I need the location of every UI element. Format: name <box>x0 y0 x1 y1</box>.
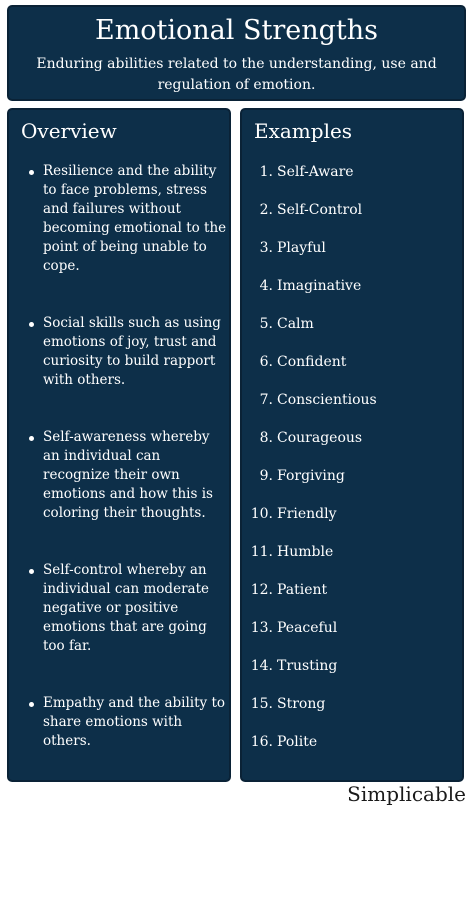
overview-heading: Overview <box>21 119 117 143</box>
page-title: Emotional Strengths <box>94 15 378 46</box>
example-number: 3. <box>259 240 273 256</box>
example-item <box>242 238 466 276</box>
example-number: 5. <box>259 316 273 332</box>
bullet-icon <box>29 569 34 574</box>
example-number: 7. <box>259 392 273 408</box>
example-number: 11. <box>250 544 273 560</box>
example-item <box>242 314 466 352</box>
example-item <box>242 276 466 314</box>
overview-item-text: Resilience and the ability to face problems, stress and failures without becoming emotional to the point of being unable to cope. <box>43 163 227 274</box>
example-label: Conscientious <box>277 392 377 408</box>
example-label: Friendly <box>277 506 337 522</box>
example-label: Self-Aware <box>277 164 354 180</box>
overview-item <box>9 314 233 390</box>
example-item <box>242 542 466 580</box>
example-item <box>242 580 466 618</box>
example-label: Courageous <box>277 430 363 446</box>
example-number: 1. <box>259 164 273 180</box>
example-label: Polite <box>277 734 318 750</box>
example-number: 9. <box>259 468 273 484</box>
bullet-icon <box>29 436 34 441</box>
example-number: 14. <box>250 658 273 674</box>
example-item <box>242 694 466 732</box>
overview-item-text: Self-control whereby an individual can moderate negative or positive emotions that are going too far. <box>43 562 209 654</box>
example-number: 2. <box>259 202 273 218</box>
brand-logo-text: Simplicable <box>347 782 466 806</box>
header-banner <box>7 5 466 101</box>
overview-item <box>9 428 233 523</box>
example-item <box>242 428 466 466</box>
example-label: Patient <box>277 582 328 598</box>
bullet-icon <box>29 170 34 175</box>
bullet-icon <box>29 702 34 707</box>
overview-item-text: Self-awareness whereby an individual can recognize their own emotions and how this is coloring their thoughts. <box>43 429 213 521</box>
overview-item-text: Emotional intelligence and the ability to read emotion and respond in some effective way. <box>43 790 227 863</box>
overview-panel <box>7 108 231 863</box>
overview-list <box>9 162 233 903</box>
example-label: Trusting <box>277 658 338 674</box>
example-label: Confident <box>277 354 347 370</box>
example-number: 16. <box>250 734 273 750</box>
example-label: Playful <box>277 240 326 256</box>
example-number: 12. <box>250 582 273 598</box>
example-number: 4. <box>259 278 273 294</box>
examples-list <box>242 162 466 770</box>
examples-panel <box>240 108 464 782</box>
example-label: Peaceful <box>277 620 338 636</box>
overview-item <box>9 789 233 865</box>
example-number: 6. <box>259 354 273 370</box>
example-number: 8. <box>259 430 273 446</box>
example-item <box>242 466 466 504</box>
overview-item-text: Empathy and the ability to share emotions with others. <box>43 695 225 749</box>
bullet-icon <box>29 797 34 802</box>
example-number: 15. <box>250 696 273 712</box>
example-label: Strong <box>277 696 326 712</box>
overview-item <box>9 162 233 276</box>
example-label: Forgiving <box>277 468 345 484</box>
example-item <box>242 390 466 428</box>
example-number: 10. <box>250 506 273 522</box>
overview-item-text: Social skills such as using emotions of joy, trust and curiosity to build rapport with others. <box>43 315 221 388</box>
bullet-icon <box>29 322 34 327</box>
example-label: Humble <box>277 544 334 560</box>
example-item <box>242 200 466 238</box>
example-item <box>242 732 466 770</box>
examples-heading: Examples <box>254 119 353 143</box>
example-item <box>242 504 466 542</box>
page-subtitle: Enduring abilities related to the understanding, use and regulation of emotion. <box>36 56 437 93</box>
example-item <box>242 618 466 656</box>
example-number: 13. <box>250 620 273 636</box>
example-label: Calm <box>277 316 314 332</box>
example-label: Imaginative <box>277 278 362 294</box>
example-item <box>242 352 466 390</box>
overview-item <box>9 561 233 656</box>
overview-item <box>9 694 233 751</box>
example-label: Self-Control <box>277 202 363 218</box>
example-item <box>242 162 466 200</box>
example-item <box>242 656 466 694</box>
